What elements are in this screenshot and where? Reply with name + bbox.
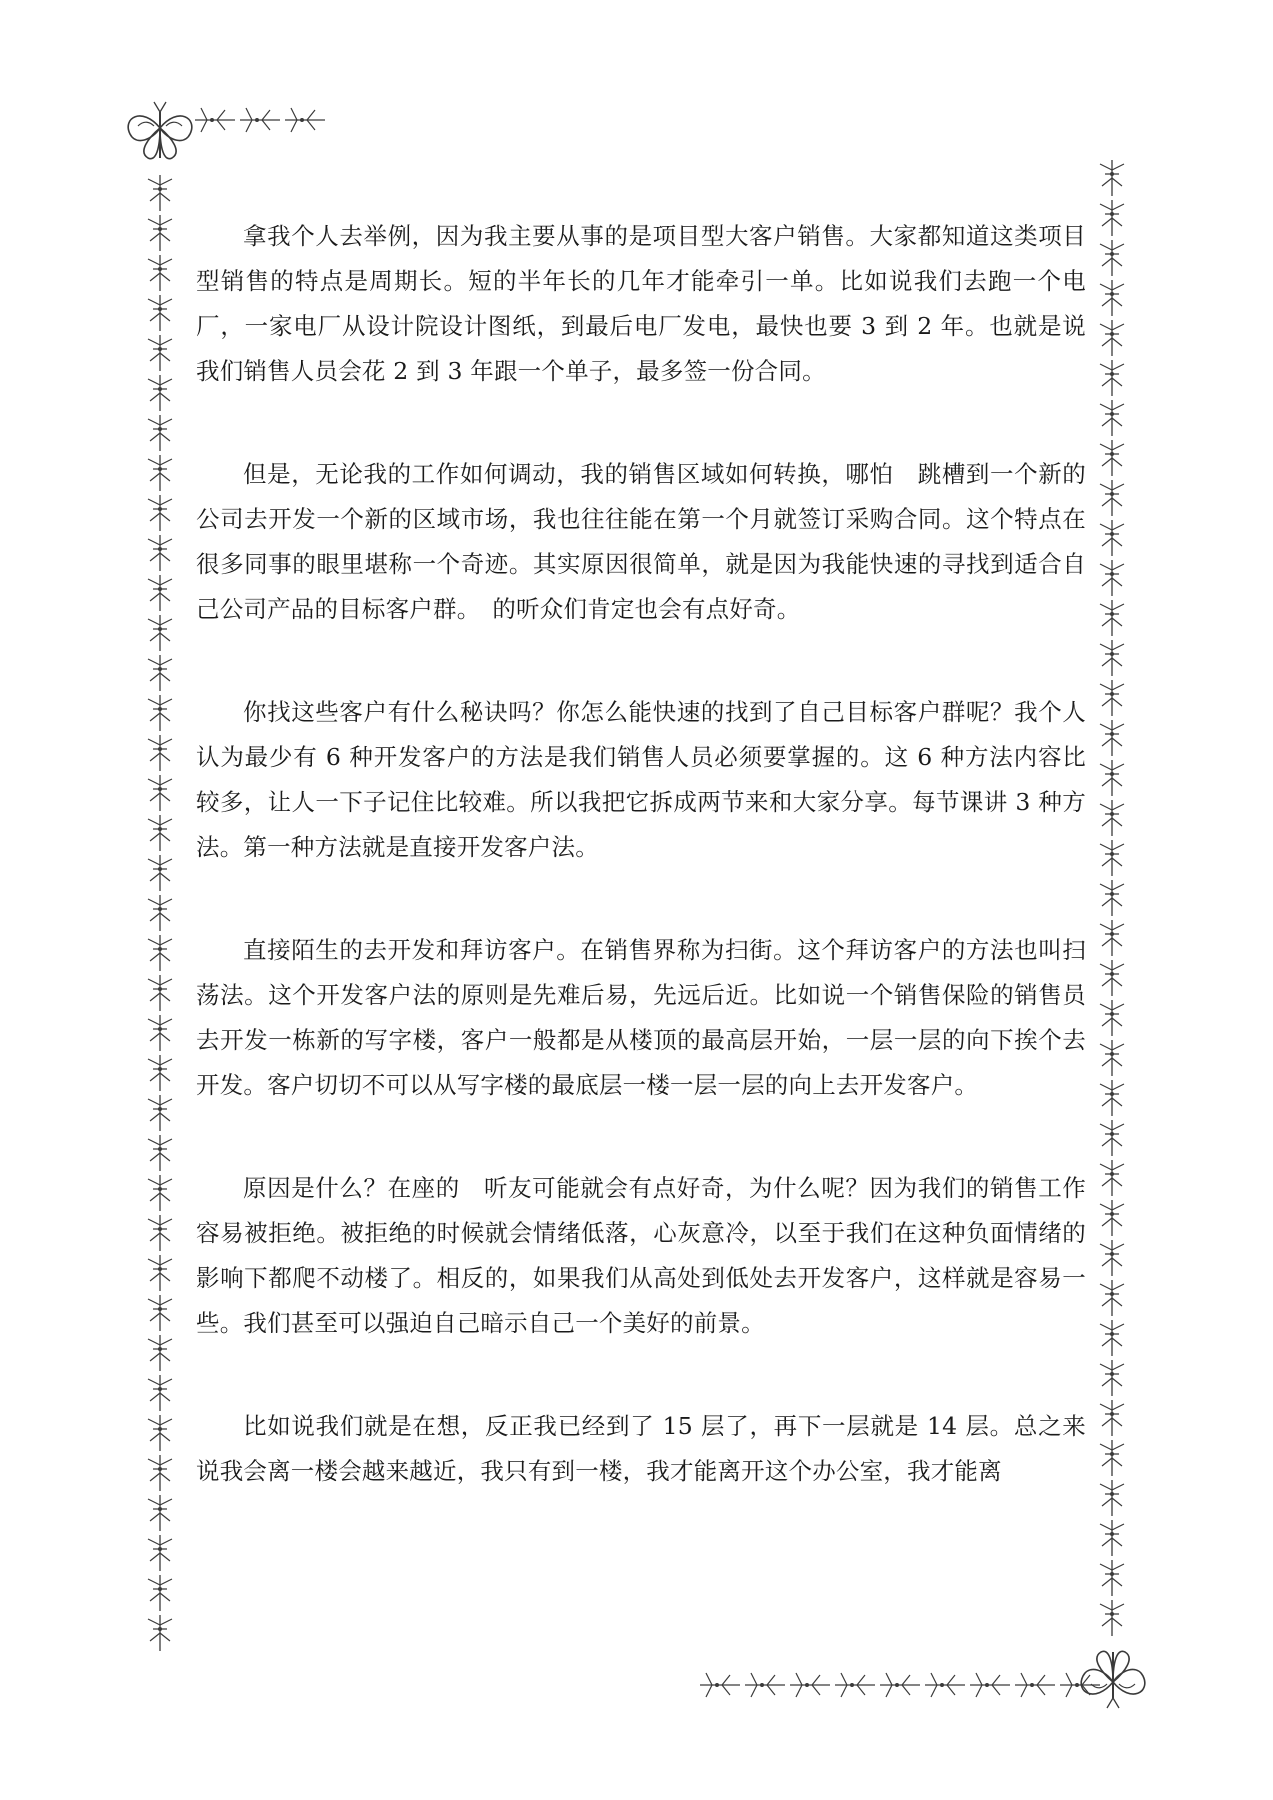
- bottom-right-ornament-icon: [1081, 1651, 1145, 1708]
- left-border-column: [148, 175, 172, 1651]
- paragraph-2: 但是，无论我的工作如何调动，我的销售区域如何转换，哪怕 跳槽到一个新的公司去开发一个新的区域市场，我也往往能在第一个月就签订采购合同。这个特点在很多同事的眼里堪称一个奇迹。其实原因很简单，就是因为我能快速的寻找到适合自己公司产品的目标客户群。 的听众们肯定也会有点好奇。: [196, 460, 1086, 623]
- paragraph-1: 拿我个人去举例，因为我主要从事的是项目型大客户销售。大家都知道这类项目型销售的特点是周期长。短的半年长的几年才能牵引一单。比如说我们去跑一个电厂，一家电厂从设计院设计图纸，到最后电厂发电，最快也要 3 到 2 年。也就是说我们销售人员会花 2 到 3 年跟一个单子，最多签一份合同。: [196, 222, 1086, 385]
- bottom-border-row: [700, 1673, 1100, 1697]
- paragraph-4: 直接陌生的去开发和拜访客户。在销售界称为扫街。这个拜访客户的方法也叫扫荡法。这个开发客户法的原则是先难后易，先远后近。比如说一个销售保险的销售员去开发一栋新的写字楼，客户一般都是从楼顶的最高层开始，一层一层的向下挨个去开发。客户切切不可以从写字楼的最底层一楼一层一层的向上去开发客户。: [196, 936, 1086, 1099]
- paragraph-3: 你找这些客户有什么秘诀吗？你怎么能快速的找到了自己目标客户群呢？我个人认为最少有 6 种开发客户的方法是我们销售人员必须要掌握的。这 6 种方法内容比较多，让人一下子记住比较难。所以我把它拆成两节来和大家分享。每节课讲 3 种方法。第一种方法就是直接开发客户法。: [196, 698, 1086, 861]
- top-left-ornament-icon: [128, 102, 192, 159]
- document-body: [196, 214, 1086, 1552]
- paragraph-5: 原因是什么？在座的 听友可能就会有点好奇，为什么呢？因为我们的销售工作容易被拒绝。被拒绝的时候就会情绪低落，心灰意冷，以至于我们在这种负面情绪的影响下都爬不动楼了。相反的，如果我们从高处到低处去开发客户，这样就是容易一些。我们甚至可以强迫自己暗示自己一个美好的前景。: [196, 1174, 1086, 1337]
- right-border-column: [1100, 160, 1124, 1636]
- paragraph-6: 比如说我们就是在想，反正我已经到了 15 层了，再下一层就是 14 层。总之来说我会离一楼会越来越近，我只有到一楼，我才能离开这个办公室，我才能离: [196, 1412, 1086, 1485]
- top-border-row: [195, 108, 325, 132]
